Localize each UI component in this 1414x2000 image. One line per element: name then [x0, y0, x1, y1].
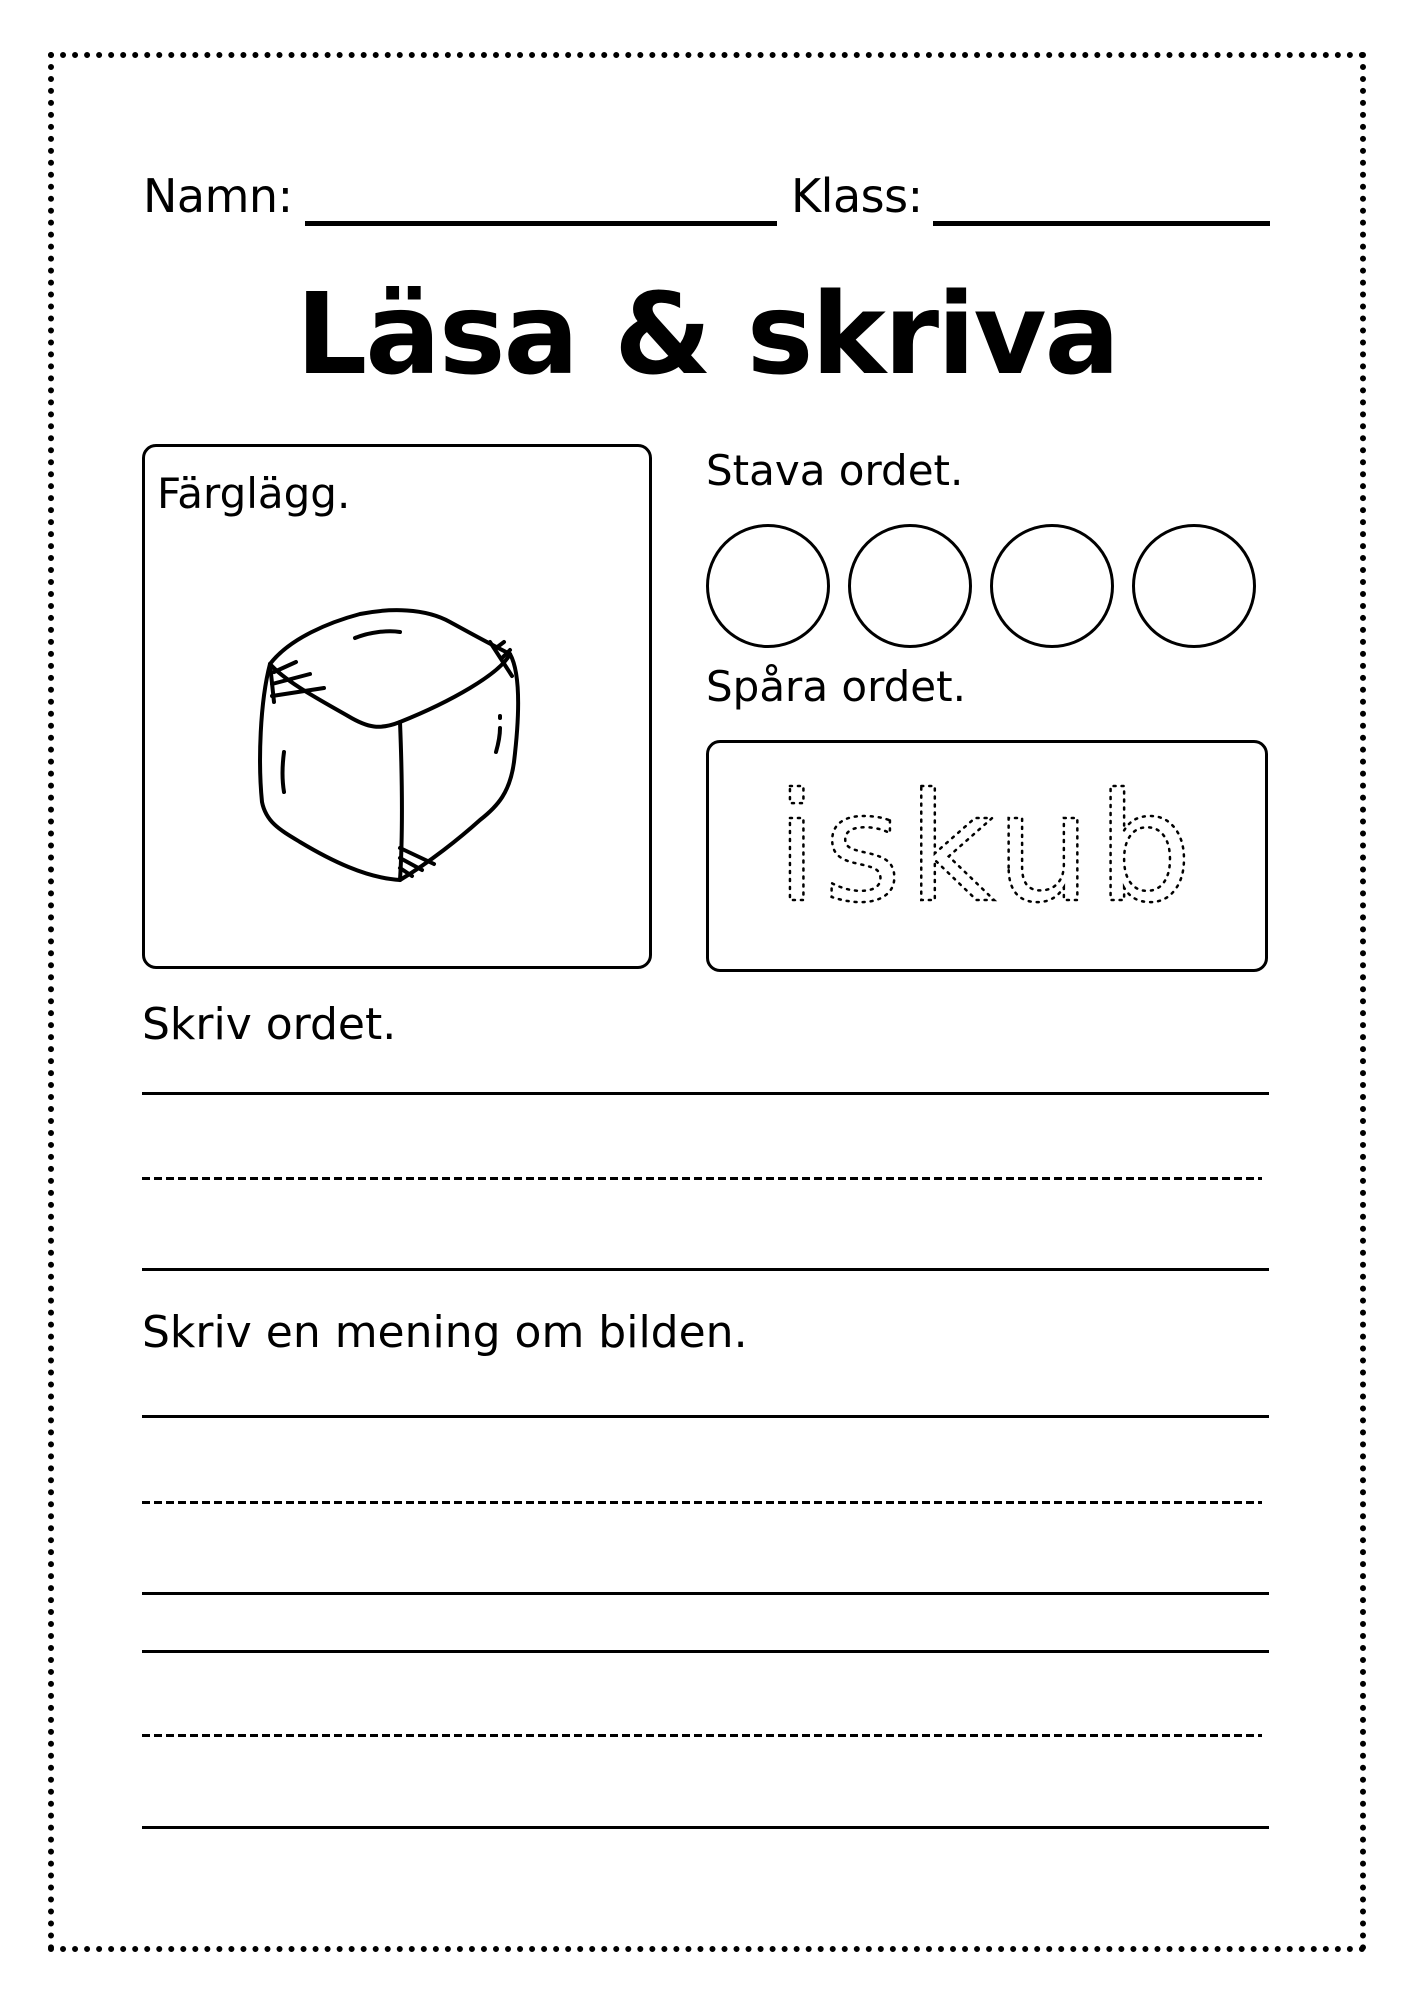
color-label: Färglägg. [157, 469, 351, 518]
trace-word-graphic [709, 743, 1265, 969]
ice-cube-icon [250, 602, 550, 902]
color-box[interactable] [142, 444, 652, 969]
name-field[interactable] [305, 221, 777, 226]
write-sentence-label: Skriv en mening om bilden. [142, 1307, 748, 1358]
page-title: Läsa & skriva [295, 270, 1119, 400]
writing-midline [142, 1177, 1262, 1180]
name-label: Namn: [143, 169, 293, 223]
writing-midline [142, 1501, 1262, 1504]
trace-box[interactable] [706, 740, 1268, 972]
class-field[interactable] [933, 221, 1270, 226]
writing-line[interactable] [142, 1415, 1269, 1418]
writing-line[interactable] [142, 1826, 1269, 1829]
writing-line[interactable] [142, 1268, 1269, 1271]
letter-circle[interactable] [1132, 524, 1256, 648]
writing-line[interactable] [142, 1650, 1269, 1653]
letter-circle[interactable] [706, 524, 830, 648]
writing-midline [142, 1734, 1262, 1737]
letter-circle[interactable] [990, 524, 1114, 648]
spell-label: Stava ordet. [706, 446, 964, 495]
letter-circle[interactable] [848, 524, 972, 648]
trace-word: iskub [775, 762, 1199, 936]
writing-line[interactable] [142, 1592, 1269, 1595]
spell-circles [706, 524, 1266, 652]
header-row [143, 168, 1268, 228]
trace-label: Spåra ordet. [706, 662, 966, 711]
writing-line[interactable] [142, 1092, 1269, 1095]
write-word-label: Skriv ordet. [142, 999, 397, 1050]
class-label: Klass: [791, 169, 923, 223]
